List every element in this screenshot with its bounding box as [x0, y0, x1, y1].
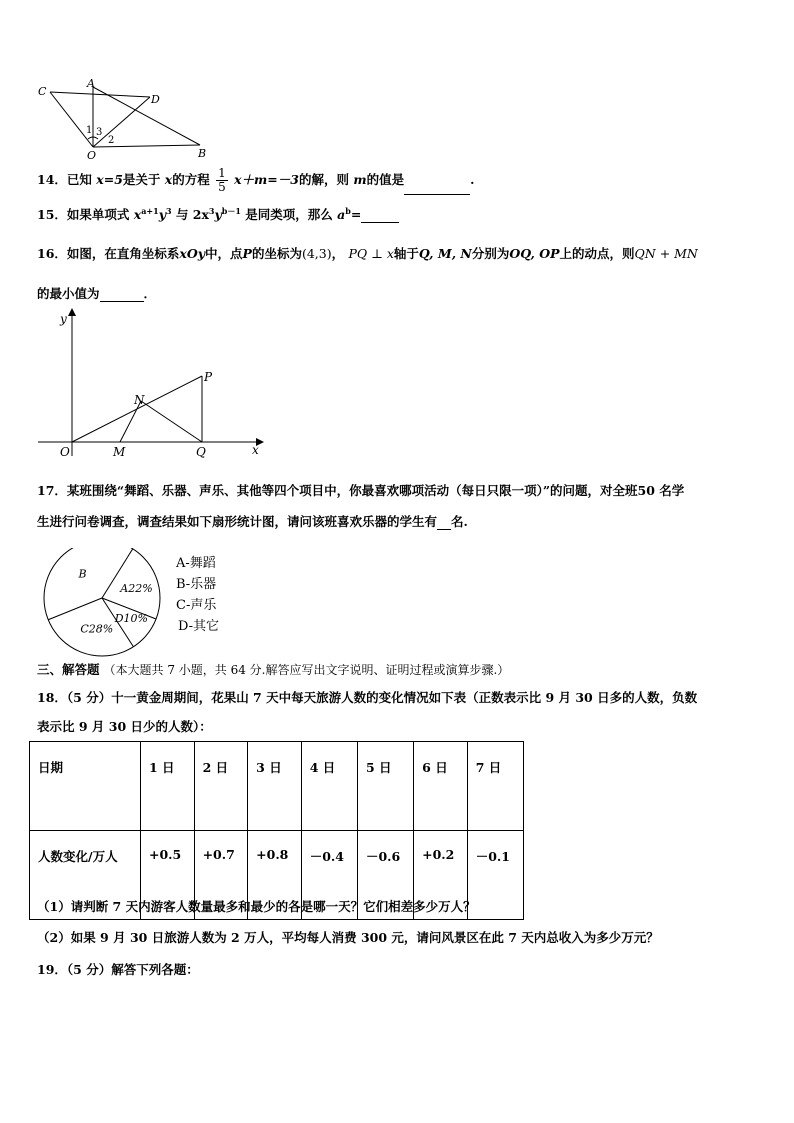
section-heading: 三、解答题 （本大题共 7 小题，共 64 分.解答应写出文字说明、证明过程或演算步骤.）	[37, 662, 510, 677]
angle-2: 2	[108, 135, 115, 146]
label-N: N	[134, 393, 145, 407]
legend-item-a: A-舞蹈	[176, 556, 216, 571]
table-cell: 人数变化/万人	[30, 831, 141, 920]
pie-slice-label: D10%	[114, 612, 149, 626]
label-D: D	[151, 93, 160, 106]
table-cell: +0.5	[141, 831, 195, 920]
table-cell: 5 日	[357, 742, 413, 831]
table-cell: －0.1	[467, 831, 523, 920]
question-19: 19．（5 分）解答下列各题：	[37, 962, 199, 977]
question-15: 15．如果单项式 $x^{a+1}y^3$ 与 $2x^3y^{b-1}$ 是同类项，那么 $a^b=$	[37, 205, 399, 223]
answer-blank-14[interactable]	[404, 166, 470, 195]
label-x: x	[252, 443, 259, 457]
question-17-line2: 生进行问卷调查，调查结果如下扇形统计图，请问该班喜欢乐器的学生有 名.	[37, 514, 468, 529]
question-17-line1: 17．某班围绕“舞蹈、乐器、声乐、其他等四个项目中，你最喜欢哪项活动（每日只限一项）”的问题，对全班50 名学	[37, 483, 685, 498]
table-cell: 7 日	[467, 742, 523, 831]
question-16-line1: 16．如图，在直角坐标系xOy中，点P的坐标为(4,3)， PQ ⊥ x轴于Q, M, N分别为OQ, OP上的动点，则QN + MN	[37, 246, 698, 261]
pie-slice-label: A22%	[120, 581, 153, 595]
segment-CO	[50, 92, 93, 147]
segment-NQ	[141, 401, 202, 442]
table-cell: －0.4	[301, 831, 357, 920]
answer-blank-17[interactable]	[437, 514, 451, 530]
table-cell: －0.6	[357, 831, 413, 920]
question-18-sub2: （2）如果 9 月 30 日旅游人数为 2 万人，平均每人消费 300 元，请问风景区在此 7 天内总收入为多少万元？	[37, 930, 659, 945]
label-C: C	[38, 85, 47, 98]
label-M: M	[113, 445, 126, 459]
table-cell: +0.8	[248, 831, 302, 920]
table-cell: 4 日	[301, 742, 357, 831]
segment-CD	[50, 92, 150, 97]
pie-outline	[44, 548, 160, 656]
pie-slice-label: B	[78, 567, 87, 581]
coordinate-figure	[30, 306, 270, 466]
legend-item-c: C-声乐	[176, 598, 217, 613]
pie-slice-label: C28%	[80, 622, 114, 636]
question-18-sub1: （1）请判断 7 天内游客人数量最多和最少的各是哪一天？它们相差多少万人？	[37, 899, 476, 914]
y-axis-arrow-icon	[68, 308, 76, 316]
angle-3: 3	[96, 127, 103, 138]
visitor-change-table	[29, 741, 524, 920]
table-cell: 1 日	[141, 742, 195, 831]
question-18-line1: 18．（5 分）十一黄金周期间，花果山 7 天中每天旅游人数的变化情况如下表（正数表示比 9 月 30 日多的人数，负数	[37, 690, 698, 705]
label-O: O	[87, 149, 97, 162]
table-cell: 2 日	[194, 742, 248, 831]
table-cell: +0.7	[194, 831, 248, 920]
triangle-figure	[30, 75, 220, 165]
angle-1: 1	[86, 125, 93, 136]
table-cell: +0.2	[414, 831, 468, 920]
table-row	[30, 742, 524, 831]
fraction: $\frac{1}{5}$	[218, 166, 226, 194]
pie-legend	[176, 553, 219, 637]
legend-item-b: B-乐器	[176, 577, 217, 592]
label-O: O	[60, 445, 70, 459]
question-14: 14．已知 x=5是关于 x的方程 $\frac{1}{5}$ x＋m=－3的解，则 m的值是 .	[37, 166, 475, 194]
label-P: P	[204, 370, 213, 384]
label-y: y	[60, 312, 67, 326]
legend-item-d: D-其它	[178, 619, 220, 634]
table-cell: 日期	[30, 742, 141, 831]
answer-blank-16[interactable]	[100, 286, 144, 302]
question-16-line2: 的最小值为 ．	[37, 286, 157, 301]
segment-NM	[120, 401, 141, 442]
label-B: B	[198, 147, 207, 160]
table-cell: 6 日	[414, 742, 468, 831]
label-A: A	[87, 77, 95, 90]
table-cell: 3 日	[248, 742, 302, 831]
segment-OD	[93, 97, 150, 147]
question-18-line2: 表示比 9 月 30 日少的人数）：	[37, 719, 212, 734]
answer-blank-15[interactable]	[361, 207, 399, 223]
label-Q: Q	[196, 445, 206, 459]
